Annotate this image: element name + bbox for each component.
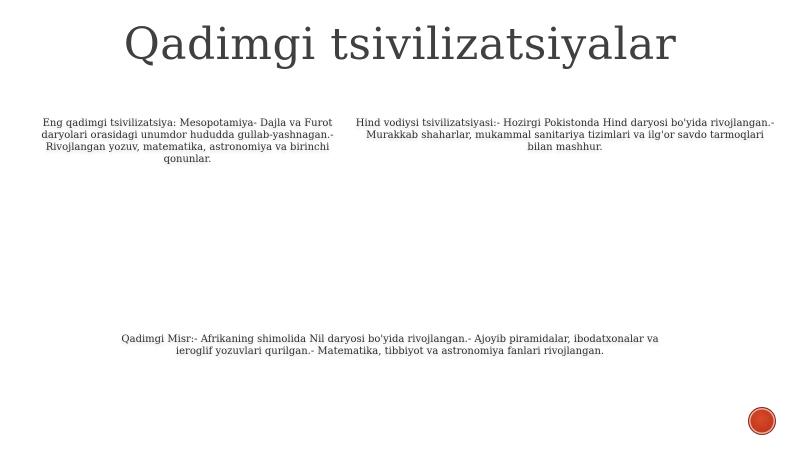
- next-slide-button[interactable]: [748, 407, 776, 435]
- text-block-mesopotamia: Eng qadimgi tsivilizatsiya: Mesopotamiya- Dajla va Furot daryolari orasidagi unumdor hududda gullab-yashnagan.- Rivojlangan yozuv, matematika, astronomiya va birinchi qonunlar.: [41, 118, 334, 165]
- slide-title: Qadimgi tsivilizatsiyalar: [123, 19, 677, 70]
- text-block-indus: Hind vodiysi tsivilizatsiyasi:- Hozirgi Pokistonda Hind daryosi bo'yida rivojlangan.- Murakkab shaharlar, mukammal sanitariya tizimlari va ilg'or savdo tarmoqlari bilan mashhur.: [355, 118, 775, 153]
- text-block-egypt: Qadimgi Misr:- Afrikaning shimolida Nil daryosi bo'yida rivojlangan.- Ajoyib piramidalar, ibodatxonalar va ieroglif yozuvlari qurilgan.- Matematika, tibbiyot va astronomiya fanlari rivojlangan.: [121, 334, 659, 357]
